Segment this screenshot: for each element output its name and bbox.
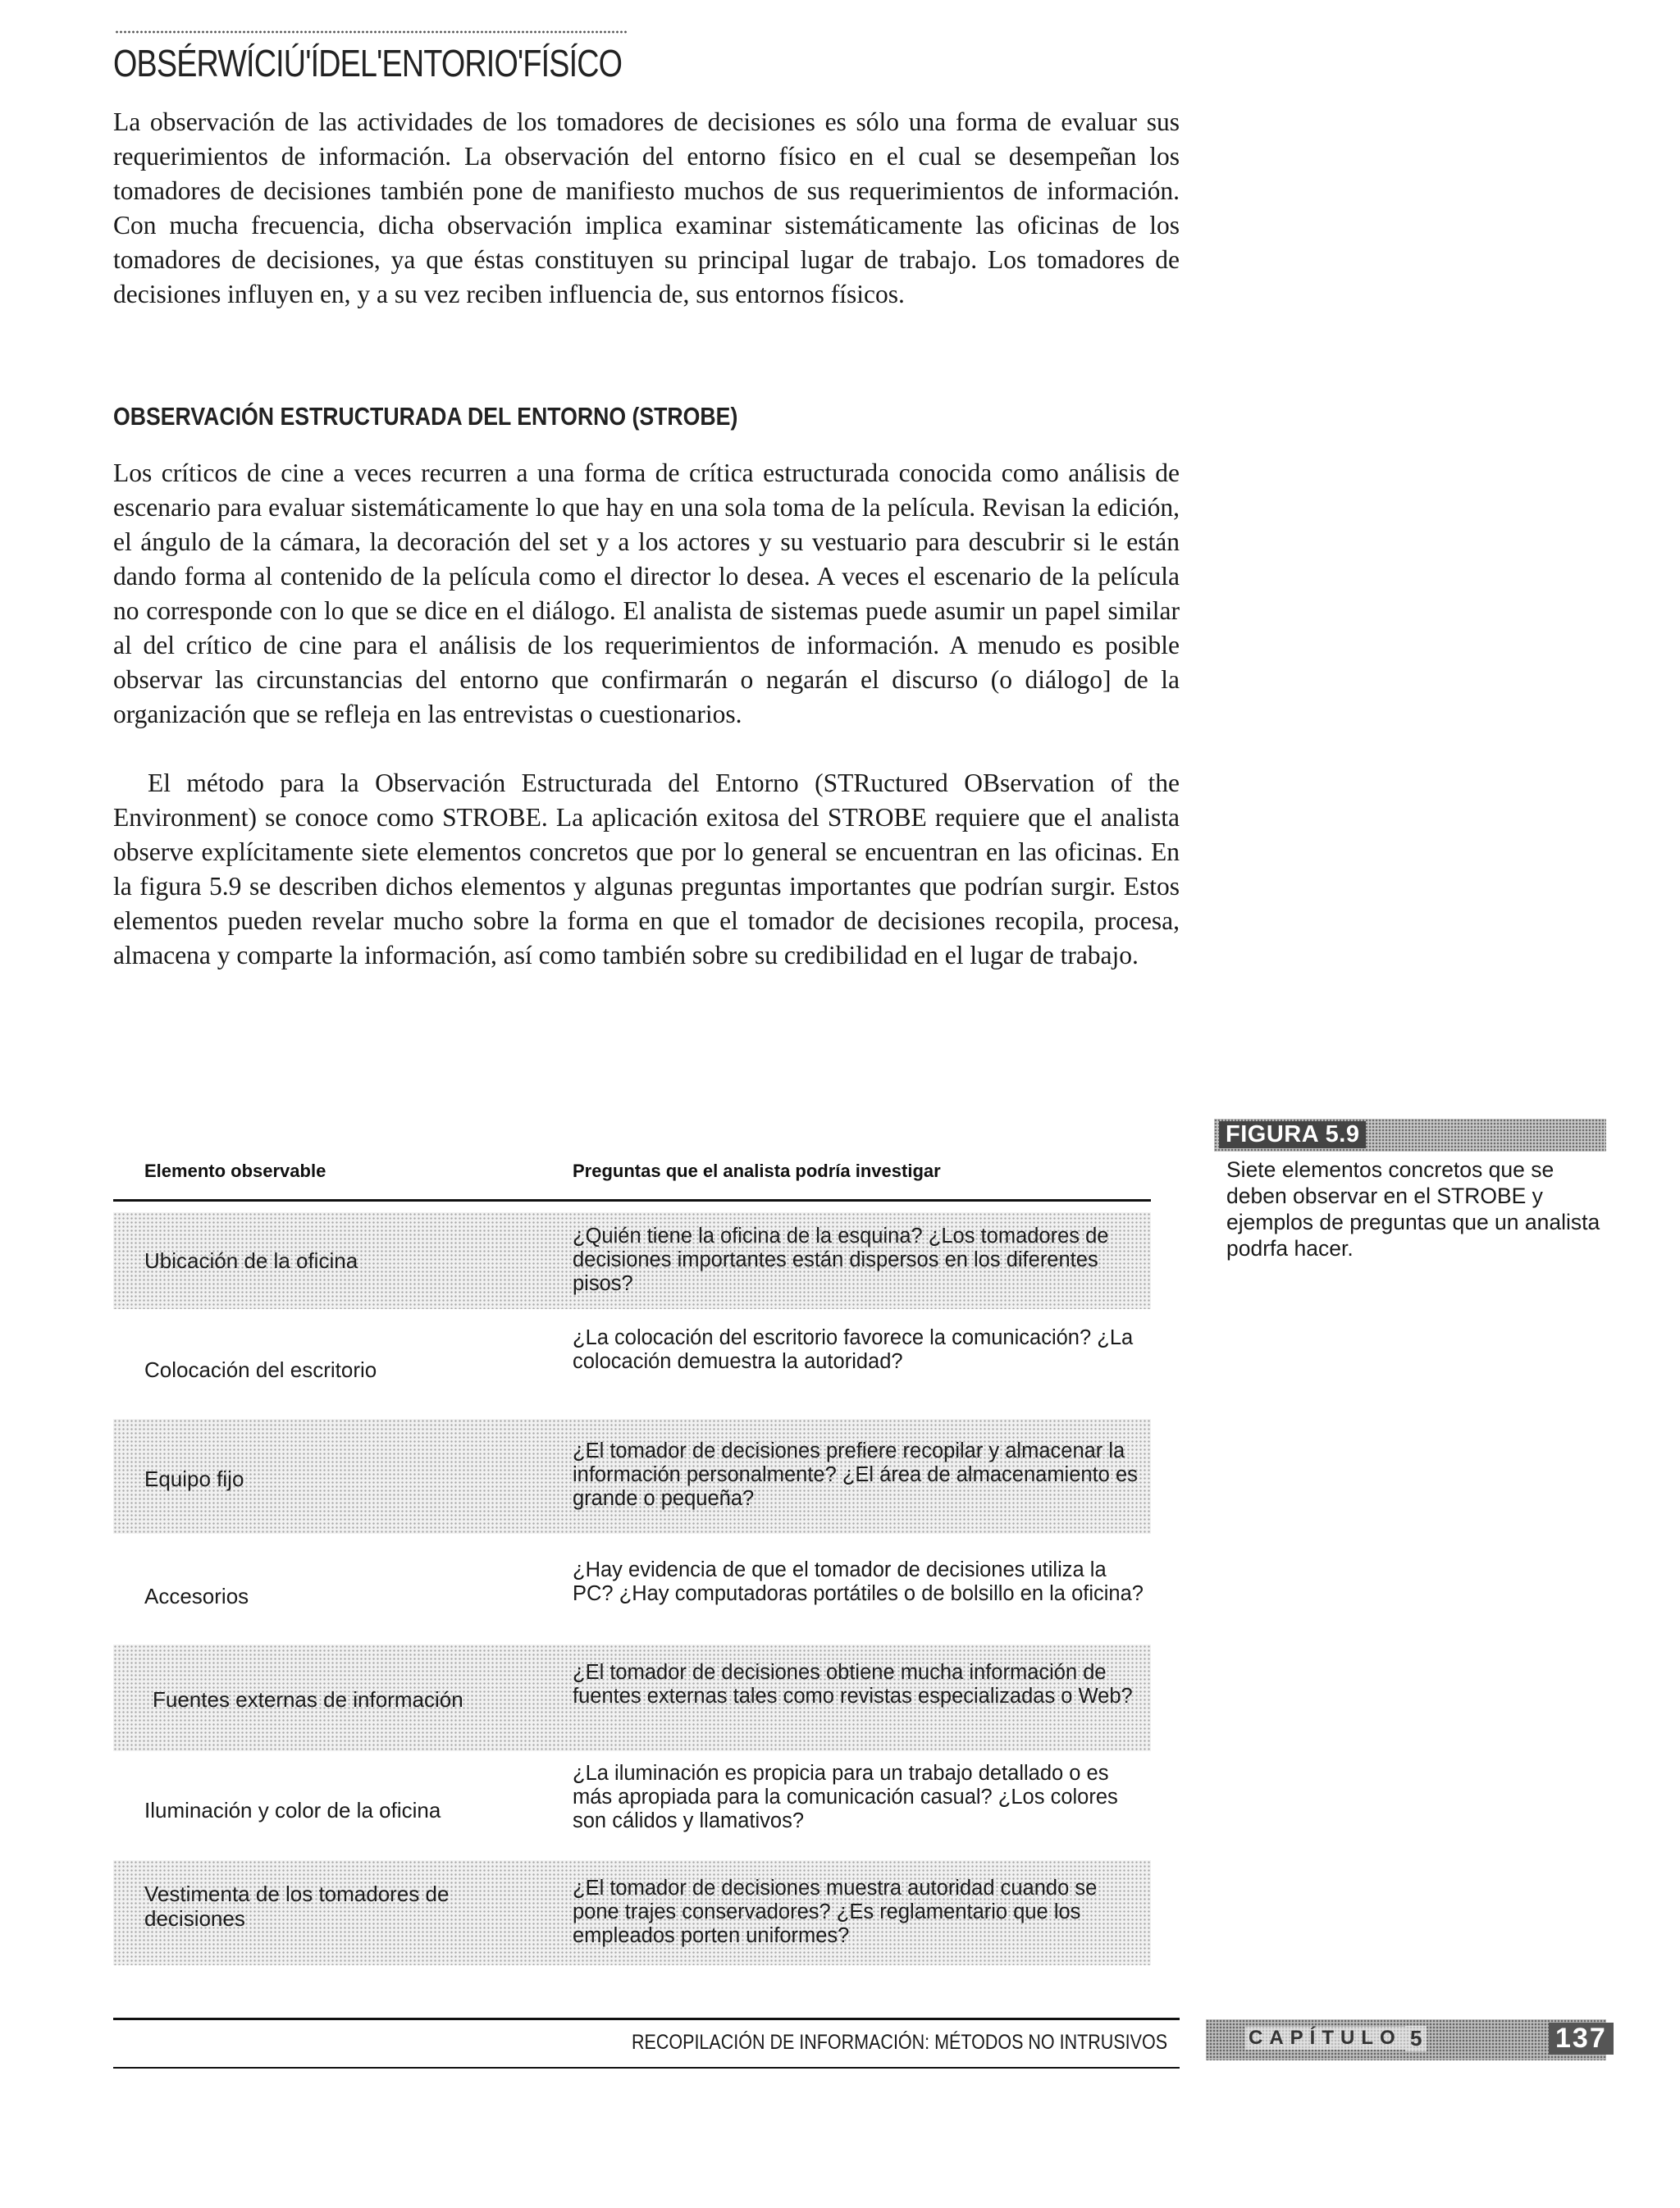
table-row	[113, 1316, 1151, 1407]
figure-label: FIGURA 5.9	[1219, 1121, 1366, 1148]
row-questions: ¿Hay evidencia de que el tomador de decisiones utiliza la PC? ¿Hay computadoras portátiles o de bolsillo en la oficina?	[573, 1558, 1144, 1605]
table-row	[113, 1540, 1151, 1637]
running-head: RECOPILACIÓN DE INFORMACIÓN: MÉTODOS NO INTRUSIVOS	[632, 2031, 1168, 2054]
footer-rule	[113, 2018, 1180, 2020]
table-row	[113, 1645, 1151, 1751]
row-questions: ¿El tomador de decisiones prefiere recopilar y almacenar la información personalmente? ¿El área de almacenamiento es grande o pequeña?	[573, 1439, 1138, 1510]
header-element: Elemento observable	[144, 1161, 326, 1181]
section-paragraph: La observación de las actividades de los tomadores de decisiones es sólo una forma de evaluar sus requerimientos de información. La observación del entorno físico en el cual se desempeñan los tomadores de decisiones también pone de manifiesto muchos de sus requerimientos de información. Con mucha frecuencia, dicha observación implica examinar sistemáticamente las oficinas de los tomadores de decisiones, ya que éstas constituyen su principal lugar de trabajo. Los tomadores de decisiones influyen en, y a su vez reciben influencia de, sus entornos físicos.	[113, 107, 1180, 308]
row-questions: ¿El tomador de decisiones obtiene mucha información de fuentes externas tales como revistas especializadas o Web?	[573, 1661, 1133, 1708]
header-questions: Preguntas que el analista podría investigar	[573, 1161, 941, 1181]
row-element: Equipo fijo	[144, 1467, 244, 1491]
row-element: Iluminación y color de la oficina	[144, 1798, 441, 1823]
table-row	[113, 1419, 1151, 1534]
header-rule	[113, 1199, 1151, 1202]
figure-caption: Siete elementos concretos que se deben observar en el STROBE y ejemplos de preguntas que un analista podrfa hacer.	[1226, 1157, 1600, 1261]
subsection-paragraph-2: El método para la Observación Estructurada del Entorno (STRuctured OBservation of the Environment) se conoce como STROBE. La aplicación exitosa del STROBE requiere que el analista observe explícitamente siete elementos concretos que por lo general se encuentran en las oficinas. En la figura 5.9 se describen dichos elementos y algunas preguntas importantes que podrían surgir. Estos elementos pueden revelar mucho sobre la forma en que el tomador de decisiones recopila, procesa, almacena y comparte la información, así como también sobre su credibilidad en el lugar de trabajo.	[113, 769, 1180, 969]
table-row	[113, 1755, 1151, 1858]
table-row	[113, 1212, 1151, 1309]
row-element: Vestimenta de los tomadores de decisiones	[144, 1882, 450, 1931]
table-row	[113, 1860, 1151, 1965]
page-number: 137	[1549, 2023, 1614, 2055]
figure-label-bar	[1214, 1119, 1606, 1152]
row-questions: ¿La iluminación es propicia para un trabajo detallado o es más apropiada para la comunicación casual? ¿Los colores son cálidos y llamativos?	[573, 1762, 1118, 1832]
row-element: Ubicación de la oficina	[144, 1248, 358, 1273]
row-element: Fuentes externas de información	[153, 1687, 463, 1712]
chapter-number: 5	[1405, 2026, 1427, 2051]
row-questions: ¿El tomador de decisiones muestra autoridad cuando se pone trajes conservadores? ¿Es reglamentario que los empleados porten uniformes?	[573, 1877, 1098, 1947]
row-element: Colocación del escritorio	[144, 1357, 377, 1382]
chapter-tab	[1206, 2019, 1606, 2060]
chapter-word: CAPÍTULO	[1245, 2027, 1405, 2050]
section-title: OBSÉRWÍCIÚ'ÍDEL'ENTORIO'FÍSÍCO	[113, 42, 623, 84]
top-dotted-rule	[115, 30, 628, 34]
subsection-title: OBSERVACIÓN ESTRUCTURADA DEL ENTORNO (STROBE)	[113, 402, 738, 431]
subsection-paragraph-1: Los críticos de cine a veces recurren a una forma de crítica estructurada conocida como análisis de escenario para evaluar sistemáticamente lo que hay en una sola toma de la película. Revisan la edición, el ángulo de la cámara, la decoración del set y a los actores y su vestuario para descubrir si le están dando forma al contenido de la película como el director lo desea. A veces el escenario de la película no corresponde con lo que se dice en el diálogo. El analista de sistemas puede asumir un papel similar al del crítico de cine para el análisis de los requerimientos de información. A menudo es posible observar las circunstancias del entorno que confirmarán o negarán el discurso (o diálogo] de la organización que se refleja en las entrevistas o cuestionarios.	[113, 458, 1180, 728]
footer-rule-bottom	[113, 2067, 1180, 2069]
row-questions: ¿Quién tiene la oficina de la esquina? ¿Los tomadores de decisiones importantes están dispersos en los diferentes pisos?	[573, 1225, 1109, 1295]
row-questions: ¿La colocación del escritorio favorece la comunicación? ¿La colocación demuestra la autoridad?	[573, 1326, 1134, 1373]
row-element: Accesorios	[144, 1584, 249, 1608]
